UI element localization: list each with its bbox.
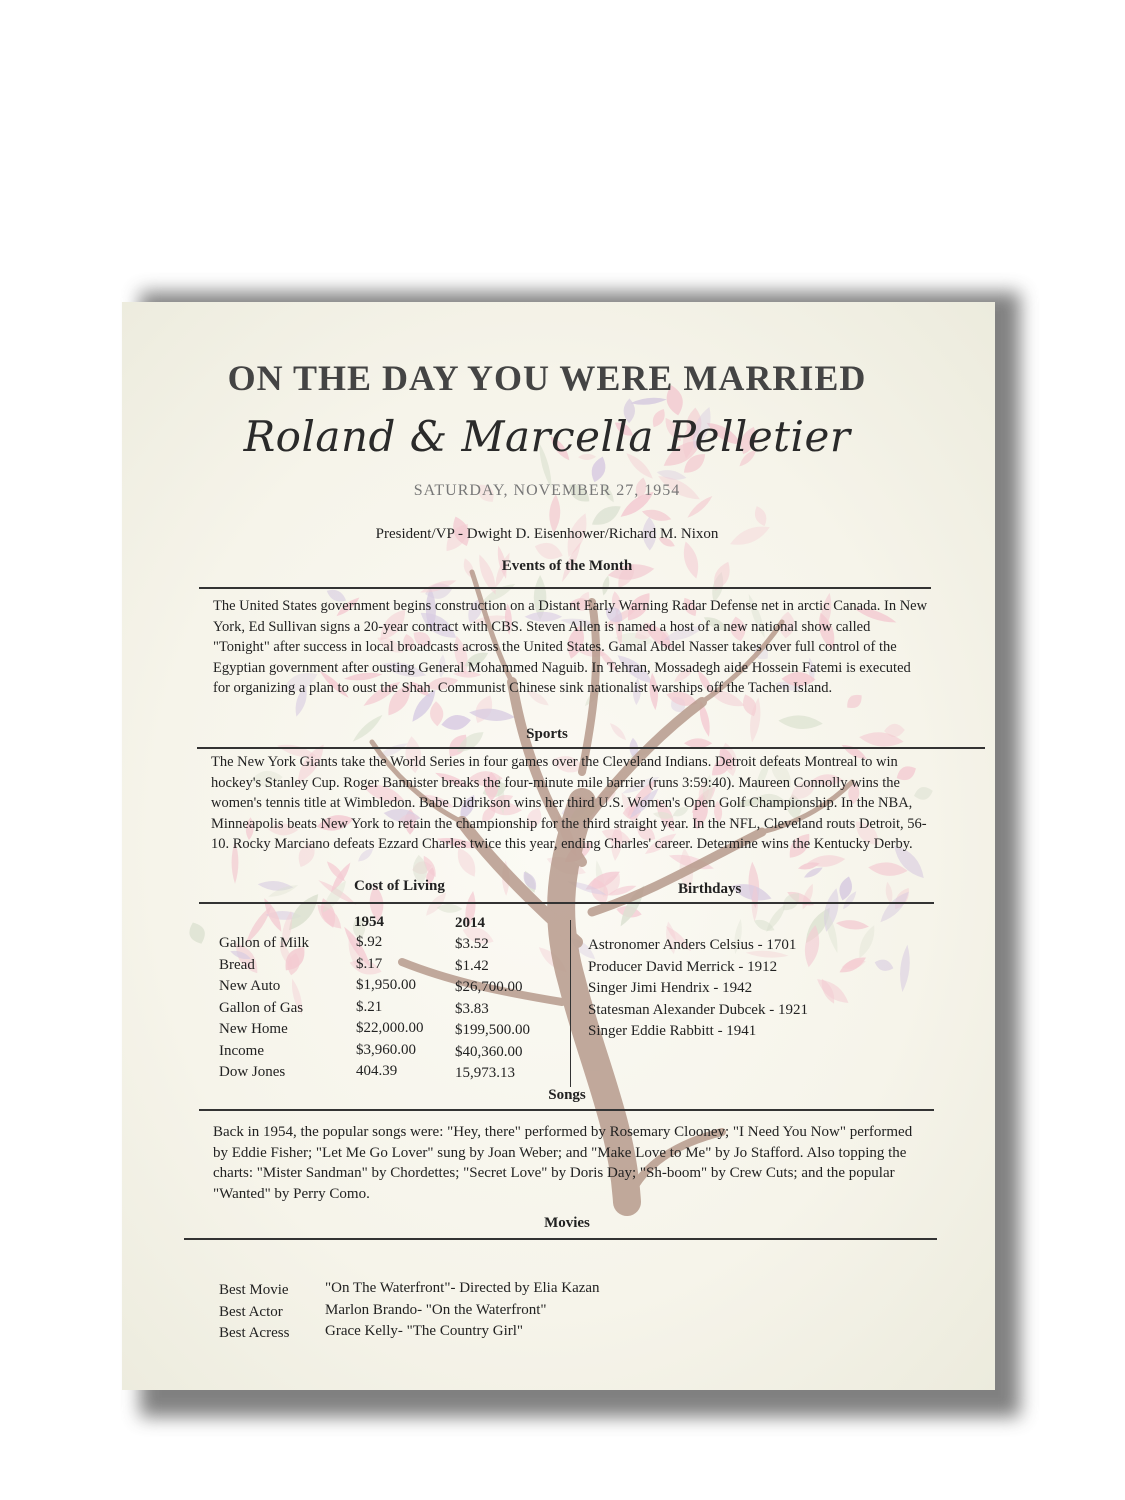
birthdays-heading: Birthdays <box>678 881 742 897</box>
movie-label: Best Movie <box>219 1282 289 1298</box>
movie-labels <box>219 1280 289 1345</box>
leaf-shape <box>429 701 444 727</box>
certificate-page <box>122 302 995 1390</box>
cost-1954-value: $.17 <box>356 955 383 972</box>
songs-text: Back in 1954, the popular songs were: "Hey, there" performed by Rosemary Clooney; "I Need You Now" performed by Eddie Fisher; "Let Me Go Lover" sung by Joan Weber; and "Make Love to Me" by Jo Stafford. Also topping the charts: "Mister Sandman" by Chordettes; "Secret Love" by Doris Day; "Sh-boom" by Crew Cuts; and the popular "Wanted" by Perry Como. <box>213 1124 913 1202</box>
leaf-shape <box>641 507 673 524</box>
leaf-shape <box>873 957 895 973</box>
cost-2014-value: $26,700.00 <box>455 979 523 995</box>
cost-2014-value: $3.83 <box>455 1000 489 1017</box>
movie-label: Best Actor <box>219 1303 283 1320</box>
songs-heading: Songs <box>548 1087 586 1103</box>
sports-rule <box>197 747 985 749</box>
birthday-item: Singer Jimi Hendrix - 1942 <box>588 980 753 996</box>
movies-heading: Movies <box>544 1215 590 1231</box>
wedding-date: SATURDAY, NOVEMBER 27, 1954 <box>413 482 681 499</box>
cost-2014-value: $1.42 <box>455 957 489 974</box>
songs-rule <box>199 1109 934 1111</box>
cost-item: Bread <box>219 956 255 973</box>
cost-1954-column <box>356 932 424 1083</box>
events-heading: Events of the Month <box>501 558 633 574</box>
cost-2014-value: $199,500.00 <box>455 1022 530 1038</box>
leaf-shape <box>876 888 913 926</box>
sports-text: The New York Giants take the World Series in four games over the Cleveland Indians. Detroit defeats Montreal to win hockey's Stanley Cup. Roger Bannister breaks the four-minute mile barrier (runs 3:59:40). Maureen Connolly wins the women's tennis title at Wimbledon. Babe Didrikson wins her third U.S. Women's Open Golf Championship. In the NBA, Minneapolis beats New York to retain the championship for the third straight year. In the NFL, Cleveland routs Detroit, 56-10. Rocky Marciano defeats Ezzard Charles twice this year, ending Charles' career. Determine wins the Kentucky Derby. <box>211 754 927 852</box>
movies-rule <box>184 1238 937 1240</box>
cost-items-column <box>219 933 309 1084</box>
sports-heading: Sports <box>526 726 568 742</box>
leaf-shape <box>600 575 611 596</box>
cost-1954-value: $.92 <box>356 934 383 950</box>
events-rule <box>199 587 931 589</box>
birthday-item: Producer David Merrick - 1912 <box>588 958 778 975</box>
couple-names: Roland & Marcella Pelletier <box>243 412 851 461</box>
cost-heading: Cost of Living <box>354 878 445 894</box>
movie-value: Marlon Brando- "On the Waterfront" <box>325 1301 547 1318</box>
cost-1954-value: 404.39 <box>356 1063 398 1079</box>
birthday-item: Astronomer Anders Celsius - 1701 <box>588 937 797 953</box>
cost-1954-value: $22,000.00 <box>356 1020 424 1036</box>
leaf-shape <box>469 706 516 723</box>
cost-1954-value: $.21 <box>356 998 383 1015</box>
leaf-shape <box>837 953 868 976</box>
cost-rule <box>199 902 934 904</box>
cost-1954-value: $3,960.00 <box>356 1041 416 1058</box>
cost-item: Dow Jones <box>219 1064 286 1080</box>
cost-2014-value: $40,360.00 <box>455 1043 523 1060</box>
col-2014-header: 2014 <box>455 915 485 931</box>
leaf-shape <box>898 944 912 992</box>
birthday-item: Singer Eddie Rabbitt - 1941 <box>588 1023 757 1039</box>
leaf-shape <box>836 919 870 931</box>
president-line: President/VP - Dwight D. Eisenhower/Richard M. Nixon <box>375 526 719 542</box>
cost-item: Income <box>219 1042 264 1059</box>
movie-value: "On The Waterfront"- Directed by Elia Kazan <box>325 1280 600 1296</box>
cost-birthday-divider <box>570 920 571 1087</box>
cost-1954-value: $1,950.00 <box>356 977 416 993</box>
movie-values <box>325 1278 600 1343</box>
col-1954-header: 1954 <box>354 914 384 930</box>
movie-label: Best Acress <box>219 1325 290 1341</box>
birthday-item: Statesman Alexander Dubcek - 1921 <box>588 1001 808 1018</box>
cost-2014-value: 15,973.13 <box>455 1065 515 1081</box>
page-title: ON THE DAY YOU WERE MARRIED <box>227 358 867 398</box>
movie-value: Grace Kelly- "The Country Girl" <box>325 1323 524 1339</box>
cost-item: New Auto <box>219 978 281 994</box>
leaf-shape <box>813 974 852 1008</box>
events-text: The United States government begins construction on a Distant Early Warning Radar Defense net in arctic Canada. In New York, Ed Sullivan signs a 20-year contract with CBS. Steven Allen is named a host of a new national show called "Tonight" after success in local broadcasts across the United States. Gamal Abdel Nasser takes over full control of the Egyptian government after ousting General Mohammed Naguib. In Tehran, Mossadegh aide Hossein Fatemi is executed for organizing a plan to oust the Shah. Communist Chinese sink nationalist warships off the Tachen Island. <box>213 598 928 696</box>
cost-item: New Home <box>219 1021 288 1037</box>
leaf-shape <box>186 920 209 947</box>
cost-item: Gallon of Gas <box>219 999 304 1016</box>
leaf-shape <box>752 504 770 528</box>
cost-2014-column <box>455 934 530 1085</box>
cost-item: Gallon of Milk <box>219 935 309 951</box>
cost-2014-value: $3.52 <box>455 936 489 952</box>
birthdays-list <box>588 935 808 1043</box>
